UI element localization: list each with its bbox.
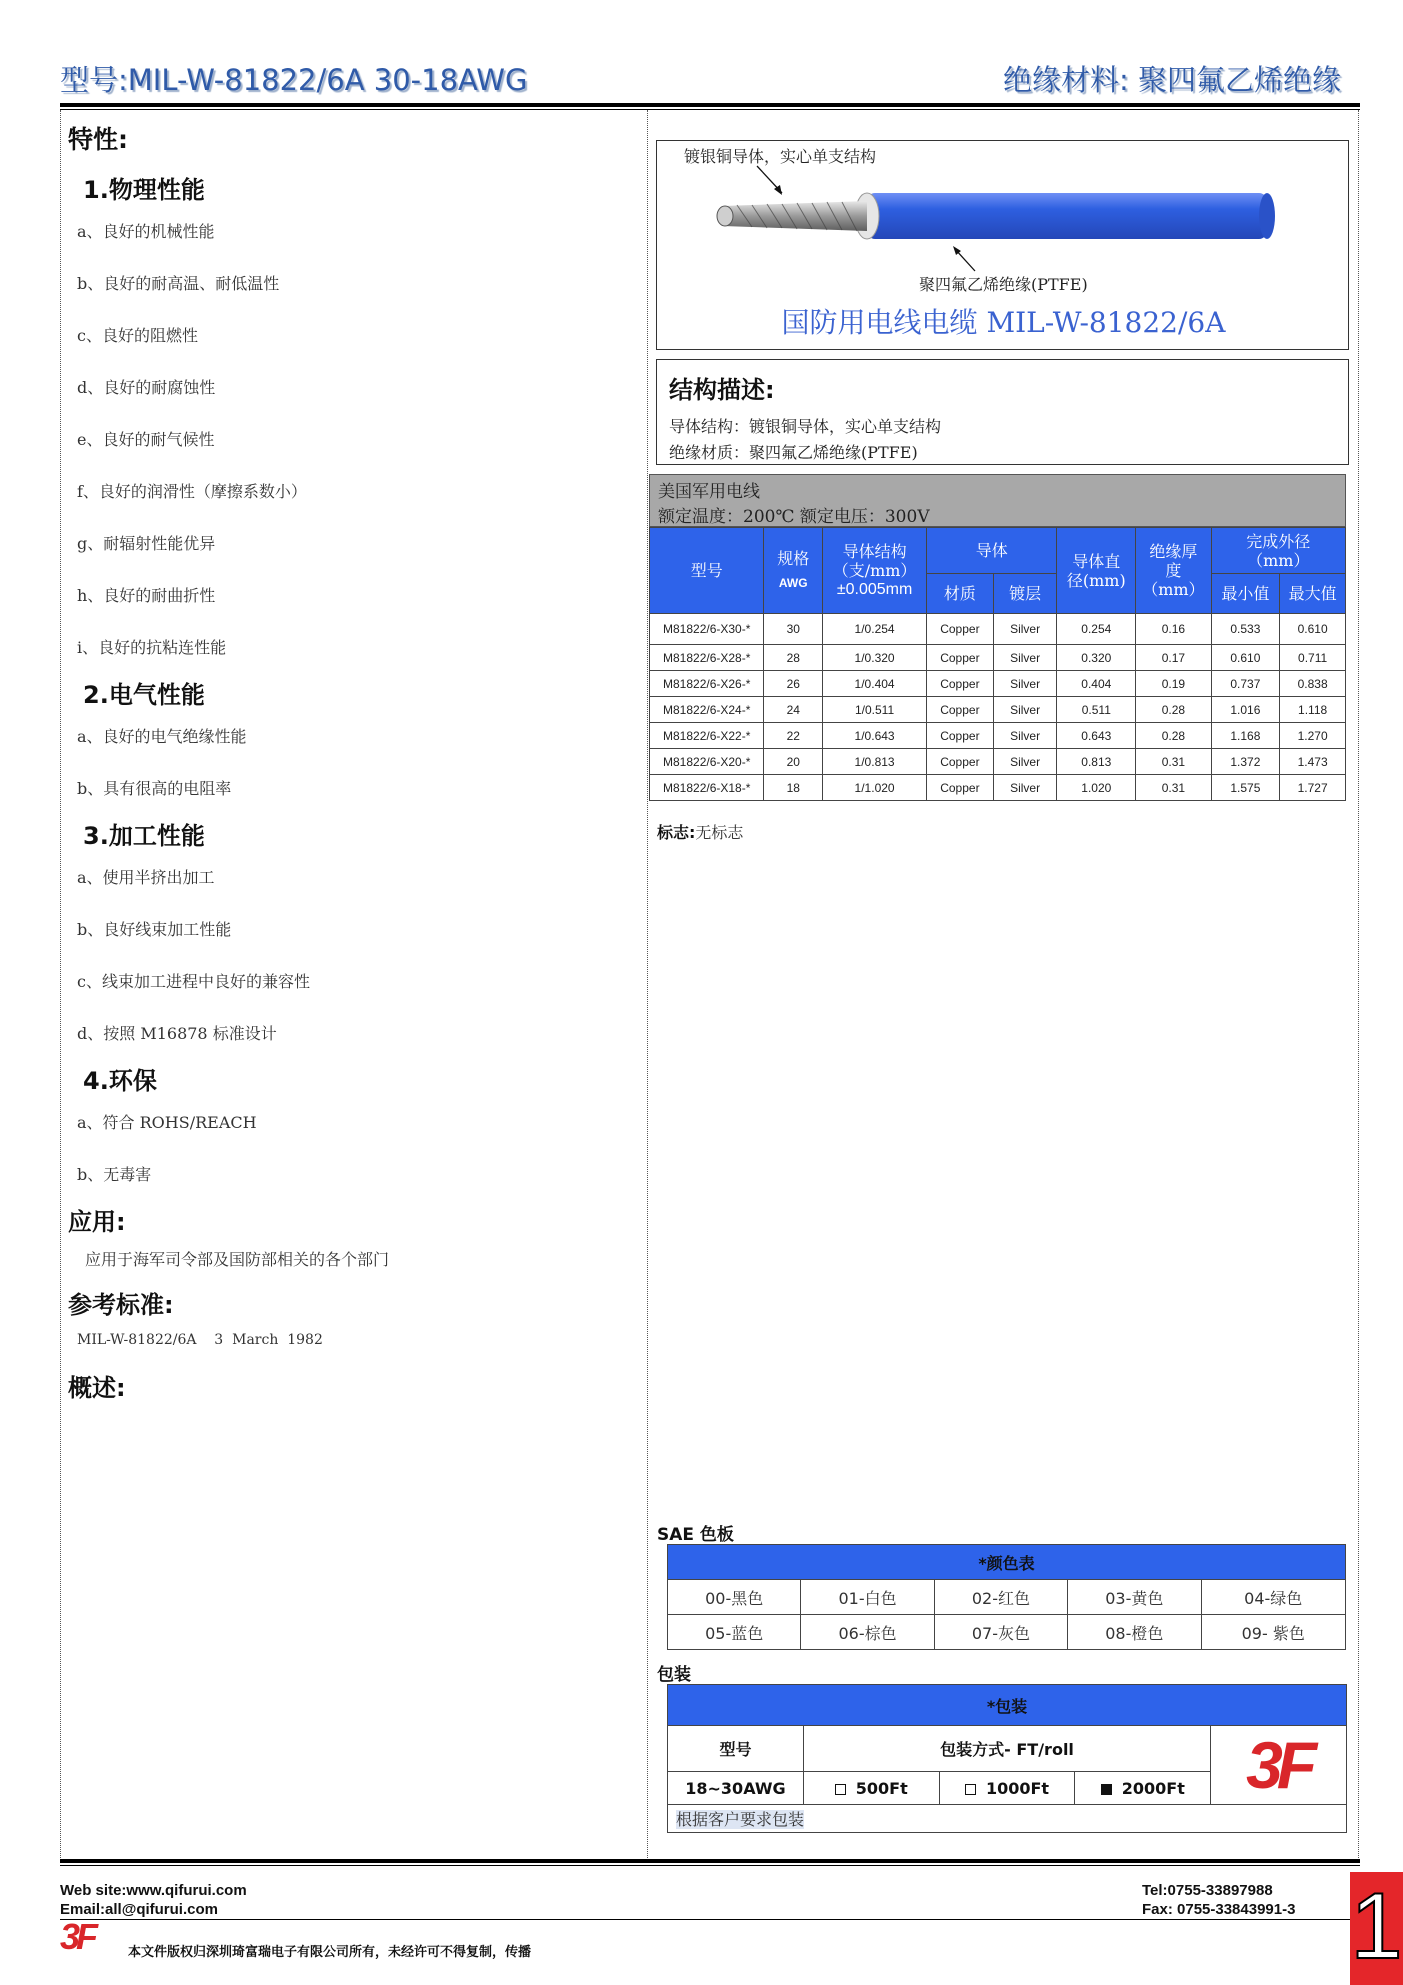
table-cell: 0.31	[1136, 749, 1211, 775]
feature-item: h、良好的耐曲折性	[77, 586, 216, 605]
header-rule-thin	[60, 109, 1360, 110]
color-row	[668, 1615, 1346, 1650]
header-od-max: 最大值	[1280, 574, 1346, 614]
packaging-option-label: 1000Ft	[985, 1778, 1050, 1798]
table-cell: 0.254	[1057, 614, 1136, 645]
feature-item: d、按照 M16878 标准设计	[77, 1024, 277, 1043]
table-cell: Copper	[927, 775, 994, 801]
feature-item: a、良好的机械性能	[77, 222, 215, 241]
feature-item: f、良好的润滑性（摩擦系数小）	[77, 482, 307, 501]
header-material: 材质	[927, 574, 994, 614]
packaging-model-label: 型号	[668, 1726, 804, 1772]
insulation-end	[1259, 193, 1275, 239]
table-cell: 1/0.254	[823, 614, 927, 645]
packaging-option-label: 2000Ft	[1121, 1778, 1185, 1798]
overview-heading: 概述:	[68, 1374, 126, 1402]
application-heading: 应用:	[68, 1208, 126, 1236]
marking-label: 标志:	[657, 823, 696, 842]
reference-heading: 参考标准:	[68, 1291, 174, 1319]
packaging-logo: 3F	[1246, 1728, 1312, 1802]
table-cell: Copper	[927, 723, 994, 749]
footer-website[interactable]: Web site:www.qifurui.com	[60, 1882, 247, 1899]
section-heading: 3.加工性能	[83, 822, 205, 850]
table-cell: 1.270	[1280, 723, 1346, 749]
table-cell: 1.118	[1280, 697, 1346, 723]
footer-tel: Tel:0755-33897988	[1142, 1882, 1273, 1899]
packaging-note-cell	[668, 1805, 1347, 1833]
structure-box	[656, 359, 1349, 465]
feature-item: c、线束加工进程中良好的兼容性	[77, 972, 310, 991]
table-cell: Silver	[993, 645, 1057, 671]
table-cell: M81822/6-X26-*	[650, 671, 764, 697]
color-cell: 06-棕色	[801, 1615, 934, 1650]
table-cell: 0.17	[1136, 645, 1211, 671]
footer-logo: 3F	[60, 1916, 95, 1957]
checked-box-icon[interactable]	[1101, 1784, 1112, 1795]
table-cell: 0.19	[1136, 671, 1211, 697]
packaging-method-label: 包装方式- FT/roll	[803, 1726, 1210, 1772]
feature-item: b、良好线束加工性能	[77, 920, 232, 939]
table-row	[650, 671, 1346, 697]
spec-table	[649, 527, 1346, 801]
frame-left	[60, 110, 61, 1860]
table-cell: Silver	[993, 775, 1057, 801]
table-cell: 0.28	[1136, 723, 1211, 749]
table-cell: 24	[764, 697, 823, 723]
color-cell: 00-黑色	[668, 1580, 801, 1615]
spec-banner	[649, 474, 1346, 527]
header-size	[764, 528, 823, 614]
table-cell: 0.16	[1136, 614, 1211, 645]
table-cell: 0.31	[1136, 775, 1211, 801]
table-cell: 0.533	[1211, 614, 1280, 645]
table-cell: Copper	[927, 697, 994, 723]
table-cell: 0.610	[1280, 614, 1346, 645]
table-cell: M81822/6-X28-*	[650, 645, 764, 671]
section-heading: 2.电气性能	[83, 681, 205, 709]
table-row	[650, 645, 1346, 671]
footer-copyright: 本文件版权归深圳琦富瑞电子有限公司所有，未经许可不得复制，传播	[128, 1945, 532, 1960]
structure-heading: 结构描述:	[669, 376, 775, 404]
table-cell: 20	[764, 749, 823, 775]
table-cell: 1/1.020	[823, 775, 927, 801]
table-cell: 0.320	[1057, 645, 1136, 671]
table-cell: 18	[764, 775, 823, 801]
header-strand-tolerance: ±0.005mm	[836, 581, 913, 598]
section-heading: 1.物理性能	[83, 176, 205, 204]
packaging-option-label: 500Ft	[855, 1778, 908, 1798]
unchecked-box-icon[interactable]	[835, 1784, 846, 1795]
structure-line-2: 绝缘材质：聚四氟乙烯绝缘(PTFE)	[669, 443, 918, 462]
table-cell: 26	[764, 671, 823, 697]
table-cell: 1/0.404	[823, 671, 927, 697]
table-row	[650, 697, 1346, 723]
table-cell: Silver	[993, 749, 1057, 775]
feature-item: b、无毒害	[77, 1165, 152, 1184]
table-cell: Silver	[993, 671, 1057, 697]
packaging-note: 根据客户要求包装	[676, 1810, 805, 1829]
packaging-option[interactable]	[939, 1772, 1075, 1805]
table-cell: 0.711	[1280, 645, 1346, 671]
color-table-title: *颜色表	[668, 1545, 1346, 1580]
insulation-sleeve	[867, 193, 1267, 239]
footer-fax: Fax: 0755-33843991-3	[1142, 1901, 1296, 1918]
feature-item: d、良好的耐腐蚀性	[77, 378, 216, 397]
table-cell: 28	[764, 645, 823, 671]
table-cell: 1/0.813	[823, 749, 927, 775]
table-cell: 1.372	[1211, 749, 1280, 775]
spec-banner-line-2: 额定温度：200℃ 额定电压：300V	[658, 507, 930, 527]
table-cell: Silver	[993, 697, 1057, 723]
table-row	[650, 723, 1346, 749]
insulation-label: 聚四氟乙烯绝缘(PTFE)	[919, 275, 1088, 294]
conductor-end	[717, 206, 733, 226]
table-cell: M81822/6-X18-*	[650, 775, 764, 801]
table-row	[650, 749, 1346, 775]
header-diameter: 导体直径(mm)	[1057, 528, 1136, 614]
feature-item: i、良好的抗粘连性能	[77, 638, 227, 657]
table-cell: Silver	[993, 614, 1057, 645]
table-cell: 0.813	[1057, 749, 1136, 775]
spec-banner-line-1: 美国军用电线	[658, 482, 760, 502]
table-cell: 1.575	[1211, 775, 1280, 801]
packaging-model-value: 18~30AWG	[668, 1772, 804, 1805]
color-cell: 05-蓝色	[668, 1615, 801, 1650]
table-cell: 1.016	[1211, 697, 1280, 723]
table-cell: M81822/6-X24-*	[650, 697, 764, 723]
packaging-table	[667, 1684, 1347, 1833]
packaging-option[interactable]	[803, 1772, 939, 1805]
table-cell: 1.020	[1057, 775, 1136, 801]
table-cell: 0.737	[1211, 671, 1280, 697]
page-number-tab	[1350, 1872, 1403, 1985]
feature-item: e、良好的耐气候性	[77, 430, 215, 449]
header-od-min: 最小值	[1211, 574, 1280, 614]
wire-diagram-box	[656, 140, 1349, 350]
color-cell: 08-橙色	[1068, 1615, 1201, 1650]
table-cell: M81822/6-X20-*	[650, 749, 764, 775]
column-divider	[647, 110, 648, 1860]
application-text: 应用于海军司令部及国防部相关的各个部门	[85, 1250, 390, 1269]
table-cell: Copper	[927, 614, 994, 645]
table-cell: 0.511	[1057, 697, 1136, 723]
color-table	[667, 1544, 1346, 1650]
color-cell: 01-白色	[801, 1580, 934, 1615]
marking-value: 无标志	[695, 823, 744, 842]
table-cell: Copper	[927, 645, 994, 671]
footer-divider	[60, 1919, 1350, 1920]
header-size-unit: AWG	[778, 575, 808, 590]
table-cell: 0.404	[1057, 671, 1136, 697]
color-cell: 03-黄色	[1068, 1580, 1201, 1615]
feature-item: b、具有很高的电阻率	[77, 779, 232, 798]
table-cell: 1/0.643	[823, 723, 927, 749]
table-cell: 0.643	[1057, 723, 1136, 749]
table-cell: 0.610	[1211, 645, 1280, 671]
table-cell: Copper	[927, 671, 994, 697]
insulation-title: 绝缘材料: 聚四氟乙烯绝缘	[1003, 63, 1341, 97]
table-cell: 0.28	[1136, 697, 1211, 723]
header-model: 型号	[650, 528, 764, 614]
reference-text: MIL-W-81822/6A 3 March 1982	[77, 1332, 323, 1348]
color-cell: 02-红色	[934, 1580, 1067, 1615]
header-rule	[60, 103, 1360, 107]
features-heading: 特性:	[68, 125, 128, 154]
table-row	[650, 614, 1346, 645]
color-board-title: SAE 色板	[657, 1525, 734, 1545]
features-column	[68, 120, 638, 1403]
feature-item: a、良好的电气绝缘性能	[77, 727, 247, 746]
feature-item: c、良好的阻燃性	[77, 326, 198, 345]
header-conductor: 导体	[927, 528, 1057, 574]
table-cell: M81822/6-X22-*	[650, 723, 764, 749]
unchecked-box-icon[interactable]	[965, 1784, 976, 1795]
table-cell: 30	[764, 614, 823, 645]
feature-item: g、耐辐射性能优异	[77, 534, 216, 553]
header-strand	[823, 528, 927, 614]
footer-email[interactable]: Email:all@qifurui.com	[60, 1901, 218, 1918]
table-cell: Silver	[993, 723, 1057, 749]
color-cell: 04-绿色	[1201, 1580, 1346, 1615]
marking	[657, 820, 743, 843]
table-cell: 1.168	[1211, 723, 1280, 749]
table-cell: 22	[764, 723, 823, 749]
table-cell: 1/0.511	[823, 697, 927, 723]
diagram-caption: 国防用电线电缆 MIL-W-81822/6A	[781, 306, 1226, 339]
header-plating: 镀层	[993, 574, 1057, 614]
table-cell: 0.838	[1280, 671, 1346, 697]
section-heading: 4.环保	[83, 1067, 157, 1095]
header-strand-label: 导体结构（支/mm）	[832, 542, 917, 580]
table-row	[650, 775, 1346, 801]
header-insulation: 绝缘厚度（mm）	[1136, 528, 1211, 614]
feature-item: b、良好的耐高温、耐低温性	[77, 274, 280, 293]
footer-rule	[60, 1859, 1360, 1863]
frame-right	[1358, 110, 1359, 1860]
page-number: 1	[1350, 1873, 1403, 1978]
table-cell: 1.727	[1280, 775, 1346, 801]
footer-rule-thin	[60, 1865, 1360, 1866]
table-cell: 1/0.320	[823, 645, 927, 671]
table-cell: Copper	[927, 749, 994, 775]
table-cell: 1.473	[1280, 749, 1346, 775]
header-size-label: 规格	[777, 548, 810, 568]
feature-item: a、使用半挤出加工	[77, 868, 215, 887]
color-row	[668, 1580, 1346, 1615]
structure-line-1: 导体结构：镀银铜导体，实心单支结构	[669, 417, 942, 436]
model-title: 型号:MIL-W-81822/6A 30-18AWG	[60, 63, 528, 97]
feature-item: a、符合 ROHS/REACH	[77, 1113, 257, 1132]
table-cell: M81822/6-X30-*	[650, 614, 764, 645]
color-cell: 07-灰色	[934, 1615, 1067, 1650]
packaging-table-title: *包装	[668, 1685, 1347, 1726]
color-cell: 09- 紫色	[1201, 1615, 1346, 1650]
packaging-option[interactable]	[1075, 1772, 1211, 1805]
packaging-logo-cell	[1211, 1726, 1347, 1805]
conductor-label: 镀银铜导体，实心单支结构	[684, 147, 877, 166]
packaging-title: 包装	[657, 1665, 691, 1685]
header-od: 完成外径（mm）	[1211, 528, 1345, 574]
